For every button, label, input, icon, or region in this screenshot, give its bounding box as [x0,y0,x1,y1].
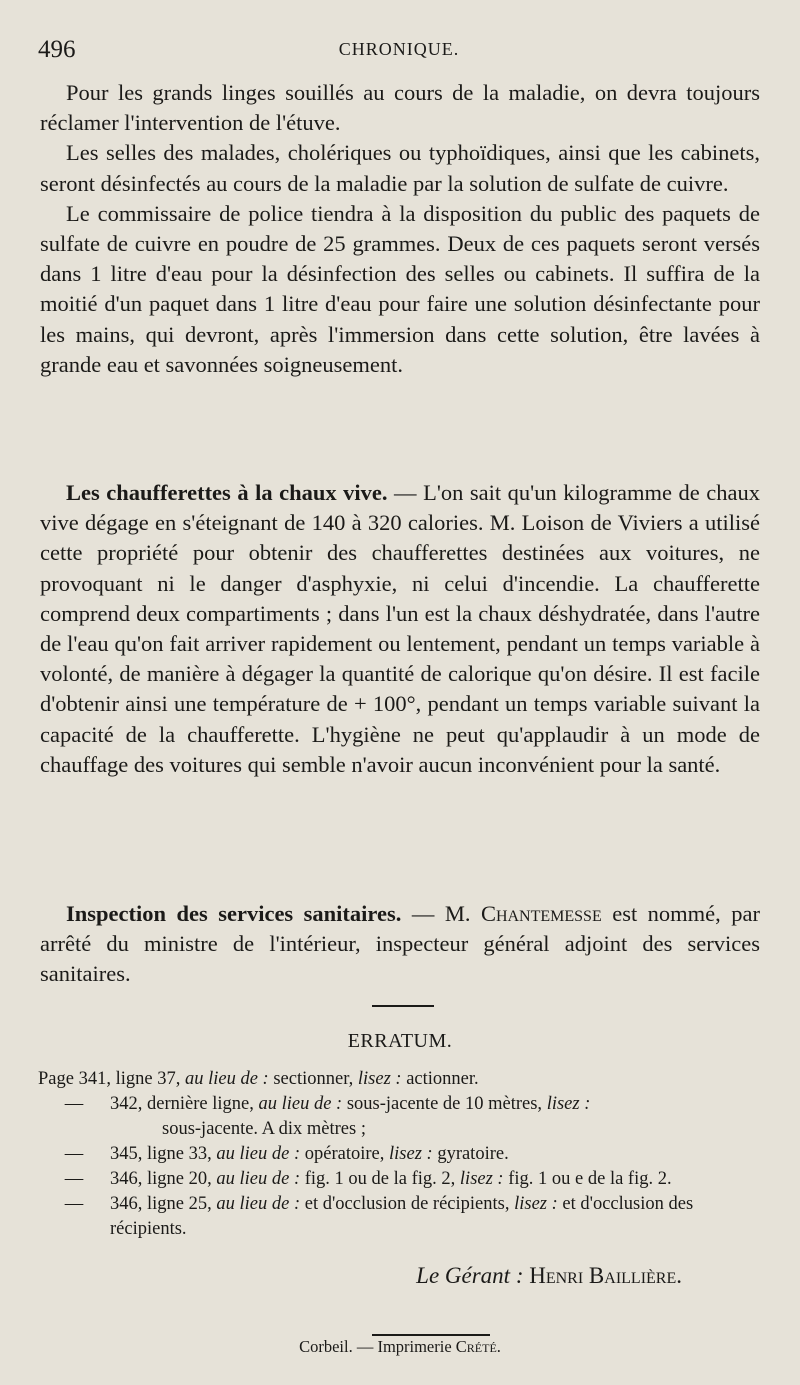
section-text: — L'on sait qu'un kilogramme de chaux vive dégage en s'éteignant de 140 à 320 calories. M. Loison de Viviers a utilisé cette propriété pour obtenir des chaufferettes destinées aux voitures, ne provoquant ni le danger d'asphyxie, ni celui d'incendie. La chaufferette comprend deux compartiments ; dans l'un est la chaux déshydratée, dans l'autre de l'eau qu'on fait arriver rapidement ou lentement, pendant un temps variable à volonté, de manière à dégager la quantité de calorique qu'on désire. Il est facile d'obtenir ainsi une température de + 100°, pendant un temps variable suivant la capacité de la chaufferette. L'hygiène ne peut qu'applaudir à un mode de chauffage des voitures qui semble n'avoir aucun inconvénient pour la santé. [40,480,760,777]
erratum-list [38,1067,768,1242]
erratum-au-lieu-de: au lieu de : [216,1194,301,1214]
erratum-entry [38,1167,768,1192]
erratum-page-label: Page [38,1069,74,1089]
erratum-au-lieu-de: au lieu de : [216,1169,301,1189]
erratum-title: ERRATUM. [347,1030,453,1052]
erratum-dash: — [64,1094,84,1114]
section-text: est nommé, par arrêté du ministre de l'intérieur, inspecteur général adjoint des services sanitaires. [40,901,760,987]
erratum-entry [38,1192,768,1242]
erratum-right: et d'occlusion des récipients. [110,1194,694,1239]
erratum-entry [38,1067,768,1092]
erratum-wrong: sectionner, [273,1069,354,1089]
erratum-right: sous-jacente. A dix mètres ; [162,1119,366,1139]
erratum-ref: 342, dernière ligne, [110,1094,254,1114]
paragraph [40,899,760,990]
paragraph: Le commissaire de police tiendra à la disposition du public des paquets de sulfate de cuivre en poudre de 25 grammes. Deux de ces paquets seront versés dans 1 litre d'eau pour la désinfection des selles ou cabinets. Il suffira de la moitié d'un paquet dans 1 litre d'eau pour faire une solution désinfectante pour les mains, qui devront, après l'immersion dans cette solution, être lavées à grande eau et savonnées soigneusement. [40,200,760,377]
section-chaufferettes [40,478,760,780]
erratum-ref: 346, ligne 25, [110,1194,212,1214]
running-title: CHRONIQUE. [338,39,460,59]
erratum-right: fig. 1 ou e de la fig. 2. [508,1169,672,1189]
erratum-au-lieu-de: au lieu de : [258,1094,343,1114]
section-heading: Les chaufferettes à la chaux vive. [66,480,388,505]
signature [416,1263,682,1289]
paragraph [40,478,760,780]
person-name: Chantemesse [480,901,602,926]
erratum-dash: — [64,1144,84,1164]
printer-place: Corbeil. — Imprimerie [299,1337,456,1356]
erratum-lisez: lisez : [514,1194,558,1214]
section-heading: Inspection des services sanitaires. [66,901,402,926]
paragraph: Pour les grands linges souillés au cours de la maladie, on devra toujours réclamer l'intervention de l'étuve. [40,80,760,136]
erratum-ref: 341, ligne 37, [78,1069,181,1089]
erratum-wrong: opératoire, [304,1144,385,1164]
erratum-au-lieu-de: au lieu de : [184,1069,269,1089]
erratum-right: gyratoire. [437,1144,509,1164]
section-divider [372,1005,434,1007]
footer-rule [372,1334,490,1336]
running-head [38,36,760,68]
erratum-right: actionner. [406,1069,479,1089]
section-text: — M. [401,901,481,926]
paragraph: Les selles des malades, cholériques ou typhoïdiques, ainsi que les cabinets, seront désinfectés au cours de la maladie par la solution de sulfate de cuivre. [40,140,760,196]
page-number: 496 [38,36,76,63]
erratum-lisez: lisez : [357,1069,402,1089]
erratum-au-lieu-de: au lieu de : [216,1144,301,1164]
signature-label: Le Gérant : [416,1263,524,1288]
disinfection-text [40,78,760,380]
erratum-dash: — [64,1169,84,1189]
erratum-wrong: fig. 1 ou de la fig. 2, [304,1169,456,1189]
erratum-lisez: lisez : [459,1169,504,1189]
erratum-entry [38,1092,768,1142]
erratum-wrong: et d'occlusion de récipients, [304,1194,510,1214]
printer-name: Crété. [455,1337,501,1356]
erratum-lisez: lisez : [389,1144,433,1164]
printer-imprint [0,1337,800,1357]
erratum-entry [38,1142,768,1167]
erratum-ref: 346, ligne 20, [110,1169,212,1189]
erratum-dash: — [64,1194,84,1214]
erratum-wrong: sous-jacente de 10 mètres, [346,1094,543,1114]
erratum-ref: 345, ligne 33, [110,1144,212,1164]
signature-name: Henri Baillière. [529,1263,682,1288]
section-inspection [40,899,760,990]
erratum-lisez: lisez : [546,1094,591,1114]
